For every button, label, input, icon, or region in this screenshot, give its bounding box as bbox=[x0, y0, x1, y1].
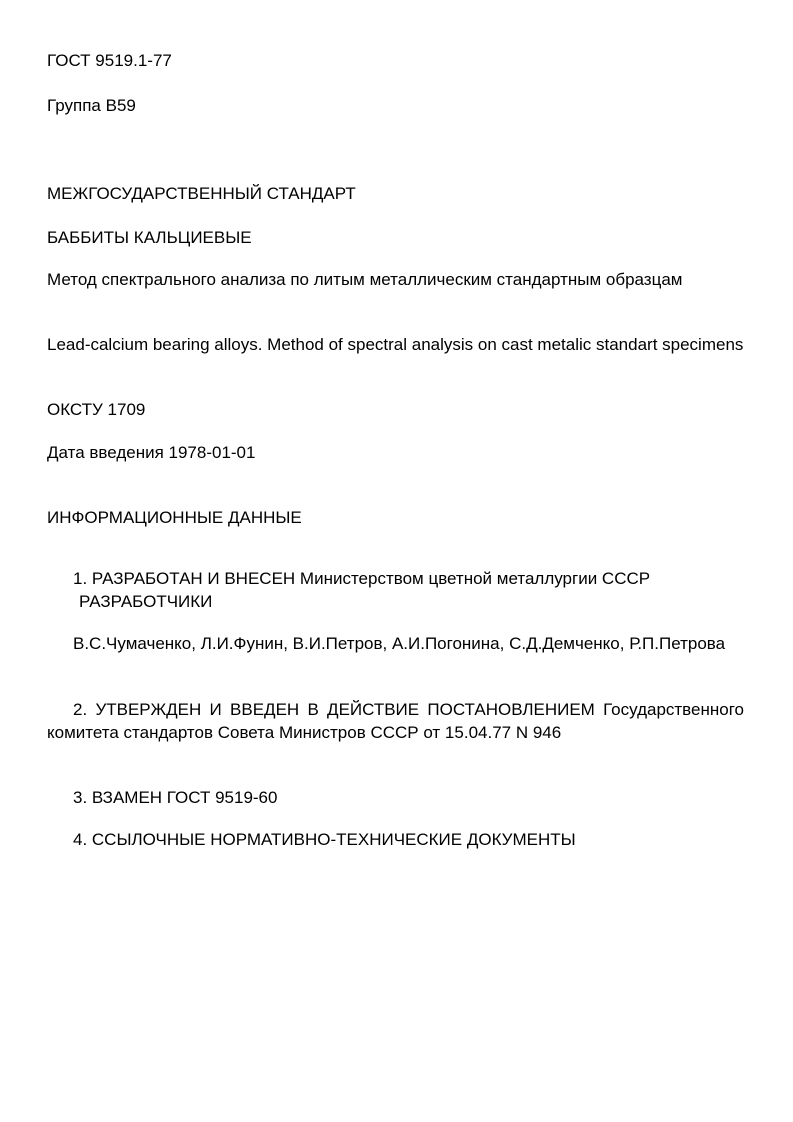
group-label: Группа В59 bbox=[47, 96, 136, 115]
subtitle-en: Lead-calcium bearing alloys. Method of spectral analysis on cast metalic standart specimens bbox=[47, 335, 744, 354]
developers-list: В.С.Чумаченко, Л.И.Фунин, В.И.Петров, А.И.Погонина, С.Д.Демченко, Р.П.Петрова bbox=[73, 634, 726, 653]
info-heading: ИНФОРМАЦИОННЫЕ ДАННЫЕ bbox=[47, 508, 302, 527]
subtitle-ru: Метод спектрального анализа по литым металлическим стандартным образцам bbox=[47, 270, 683, 289]
info-item-1: 1. РАЗРАБОТАН И ВНЕСЕН Министерством цветной металлургии СССР bbox=[73, 569, 651, 588]
standard-type: МЕЖГОСУДАРСТВЕННЫЙ СТАНДАРТ bbox=[47, 184, 356, 203]
intro-date: Дата введения 1978-01-01 bbox=[47, 443, 256, 462]
developers-label: РАЗРАБОТЧИКИ bbox=[79, 592, 213, 611]
document-title: БАББИТЫ КАЛЬЦИЕВЫЕ bbox=[47, 228, 252, 247]
oksty-code: ОКСТУ 1709 bbox=[47, 400, 146, 419]
info-item-3: 3. ВЗАМЕН ГОСТ 9519-60 bbox=[73, 788, 278, 807]
info-item-2: 2. УТВЕРЖДЕН И ВВЕДЕН В ДЕЙСТВИЕ ПОСТАНОВЛЕНИЕМ Государственного комитета стандартов Совета Министров СССР от 15.04.77 N 946 bbox=[47, 700, 744, 742]
gost-number: ГОСТ 9519.1-77 bbox=[47, 51, 172, 70]
info-item-4: 4. ССЫЛОЧНЫЕ НОРМАТИВНО-ТЕХНИЧЕСКИЕ ДОКУМЕНТЫ bbox=[73, 830, 576, 849]
